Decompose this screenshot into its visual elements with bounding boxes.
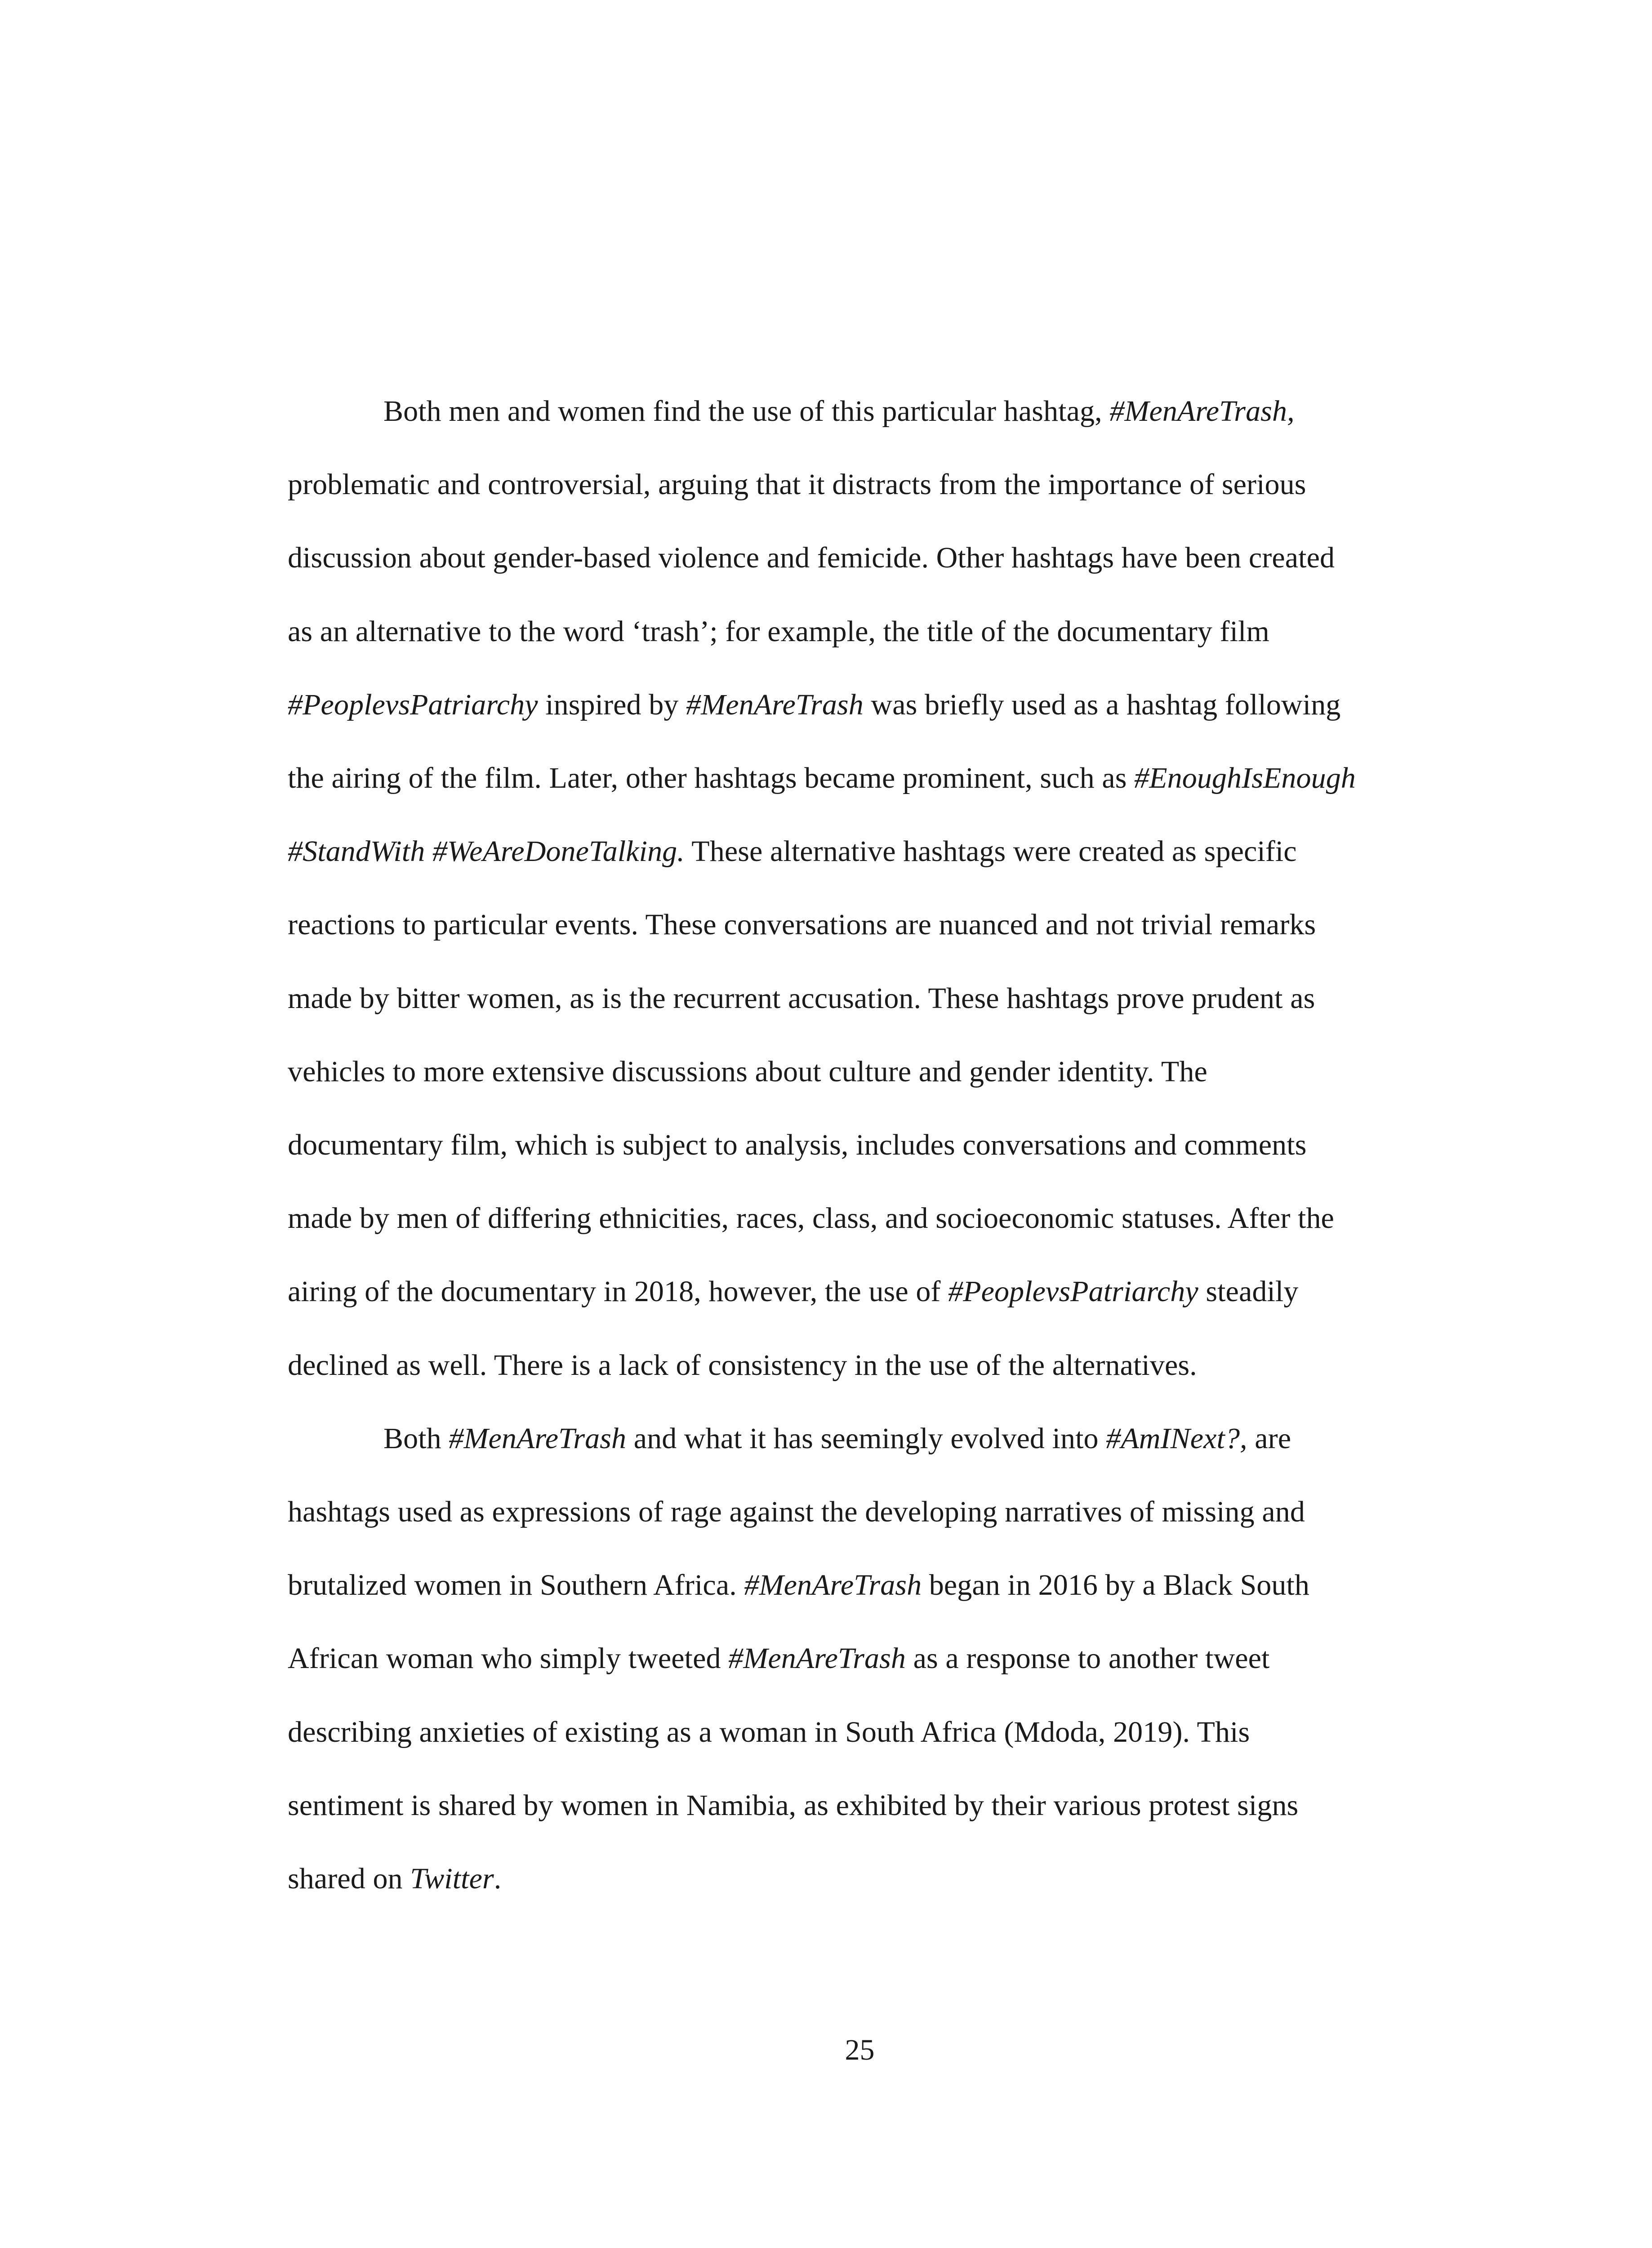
text-span: sentiment is shared by women in Namibia, as exhibited by their various protest signs — [288, 1789, 1299, 1822]
text-span: These alternative hashtags were created as specific — [684, 835, 1297, 868]
text-line — [383, 393, 1295, 429]
text-span: steadily — [1198, 1275, 1299, 1308]
text-span: began in 2016 by a Black South — [922, 1569, 1309, 1602]
text-line — [288, 1714, 1250, 1750]
text-line — [288, 467, 1306, 503]
text-line — [288, 1274, 1298, 1310]
text-line — [288, 834, 1297, 870]
text-line — [288, 687, 1340, 723]
italic-text-span: #AmINext?, — [1106, 1422, 1247, 1455]
text-span: as an alternative to the word ‘trash’; for example, the title of the documentary film — [288, 615, 1269, 648]
text-line — [288, 1788, 1298, 1824]
italic-text-span: #PeoplevsPatriarchy — [288, 688, 538, 721]
italic-text-span: #MenAreTrash — [449, 1422, 627, 1455]
text-line — [288, 540, 1335, 576]
page-number: 25 — [845, 2034, 875, 2066]
text-span: the airing of the film. Later, other hashtags became prominent, such as — [288, 762, 1135, 794]
italic-text-span: #MenAreTrash — [728, 1642, 906, 1675]
text-span: are — [1247, 1422, 1291, 1455]
text-line — [288, 1641, 1269, 1677]
text-span: airing of the documentary in 2018, however, the use of — [288, 1275, 948, 1308]
text-line — [288, 907, 1316, 943]
text-span: . — [494, 1862, 502, 1895]
text-span: reactions to particular events. These conversations are nuanced and not trivial remarks — [288, 908, 1316, 941]
italic-text-span: #MenAreTrash, — [1109, 395, 1295, 428]
text-line — [288, 981, 1315, 1017]
text-line — [288, 1200, 1334, 1236]
text-span: problematic and controversial, arguing that it distracts from the importance of serious — [288, 468, 1306, 501]
italic-text-span: Twitter — [410, 1862, 494, 1895]
text-span: declined as well. There is a lack of consistency in the use of the alternatives. — [288, 1348, 1197, 1382]
text-line — [383, 1421, 1291, 1457]
text-span: made by bitter women, as is the recurrent accusation. These hashtags prove prudent as — [288, 981, 1315, 1015]
text-line — [288, 614, 1269, 650]
text-span: as a response to another tweet — [905, 1642, 1270, 1675]
text-line — [288, 1494, 1305, 1530]
italic-text-span: #EnoughIsEnough — [1134, 762, 1356, 794]
text-line — [288, 1054, 1207, 1090]
text-span: vehicles to more extensive discussions about culture and gender identity. The — [288, 1055, 1207, 1088]
text-line — [288, 1567, 1309, 1603]
text-span: made by men of differing ethnicities, races, class, and socioeconomic statuses. After the — [288, 1202, 1334, 1235]
italic-text-span: #StandWith #WeAreDoneTalking. — [288, 835, 685, 868]
text-span: was briefly used as a hashtag following — [863, 688, 1341, 721]
text-line — [288, 1861, 501, 1897]
italic-text-span: #PeoplevsPatriarchy — [948, 1275, 1198, 1308]
italic-text-span: #MenAreTrash — [744, 1569, 922, 1602]
text-span: describing anxieties of existing as a woman in South Africa (Mdoda, 2019). This — [288, 1715, 1250, 1748]
text-line — [288, 1127, 1306, 1163]
text-span: and what it has seemingly evolved into — [626, 1422, 1106, 1455]
text-span: inspired by — [538, 688, 686, 721]
text-span: hashtags used as expressions of rage against the developing narratives of missing and — [288, 1495, 1305, 1528]
text-span: documentary film, which is subject to analysis, includes conversations and comments — [288, 1128, 1307, 1161]
text-span: brutalized women in Southern Africa. — [288, 1569, 744, 1602]
text-line — [288, 760, 1356, 796]
italic-text-span: #MenAreTrash — [686, 688, 864, 721]
text-span: discussion about gender-based violence and femicide. Other hashtags have been created — [288, 541, 1335, 575]
text-line — [288, 1347, 1197, 1383]
text-span: Both men and women find the use of this particular hashtag, — [383, 395, 1110, 428]
text-span: African woman who simply tweeted — [288, 1642, 729, 1675]
text-span: shared on — [288, 1862, 410, 1895]
text-span: Both — [383, 1422, 449, 1455]
